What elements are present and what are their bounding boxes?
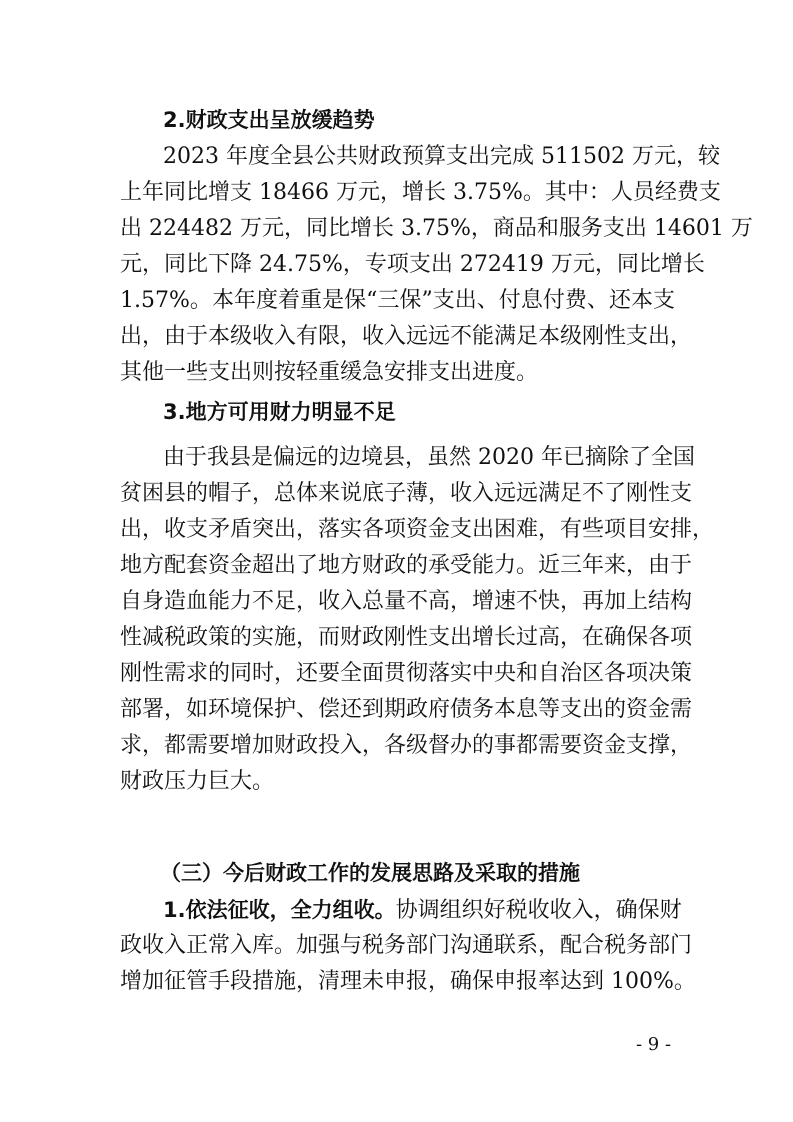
paragraph-line: 政收入正常入库。加强与税务部门沟通联系，配合税务部门 [120, 933, 693, 958]
part-heading-future-measures: （三）今后财政工作的发展思路及采取的措施 [160, 861, 580, 885]
paragraph-line: 由于我县是偏远的边境县，虽然 2020 年已摘除了全国 [163, 445, 695, 470]
paragraph-line: 自身造血能力不足，收入总量不高，增速不快，再加上结构 [120, 589, 693, 614]
section-heading-available-funds: 3.地方可用财力明显不足 [163, 400, 396, 424]
item-lead-bold: 1.依法征收，全力组收。 [163, 898, 396, 922]
section-heading-spending-trend: 2.财政支出呈放缓趋势 [163, 108, 375, 132]
paragraph-line: 性减税政策的实施，而财政刚性支出增长过高，在确保各项 [120, 625, 693, 650]
item-lead-rest: 协调组织好税收收入，确保财 [395, 898, 682, 923]
paragraph-line: 求，都需要增加财政投入，各级督办的事都需要资金支撑， [120, 733, 693, 758]
page-number: - 9 - [636, 1034, 672, 1055]
paragraph-line: 地方配套资金超出了地方财政的承受能力。近三年来，由于 [120, 553, 693, 578]
paragraph-line: 刚性需求的同时，还要全面贯彻落实中央和自治区各项决策 [120, 661, 693, 686]
paragraph-line: 财政压力巨大。 [120, 769, 275, 794]
paragraph-line: 2023 年度全县公共财政预算支出完成 511502 万元，较 [163, 144, 720, 169]
paragraph-line: 出 224482 万元，同比增长 3.75%，商品和服务支出 14601 万 [120, 216, 753, 241]
paragraph-line: 增加征管手段措施，清理未申报，确保申报率达到 100%。 [120, 969, 696, 994]
paragraph-line: 上年同比增支 18466 万元，增长 3.75%。其中：人员经费支 [120, 180, 721, 205]
paragraph-line: 出，收支矛盾突出，落实各项资金支出困难，有些项目安排， [120, 517, 715, 542]
paragraph-line: 出，由于本级收入有限，收入远远不能满足本级刚性支出， [120, 324, 693, 349]
paragraph-line: 元，同比下降 24.75%，专项支出 272419 万元，同比增长 [120, 252, 705, 277]
paragraph-line: 贫困县的帽子，总体来说底子薄，收入远远满足不了刚性支 [120, 481, 693, 506]
paragraph-line: 1.57%。本年度着重是保“三保”支出、付息付费、还本支 [120, 288, 675, 313]
paragraph-line: 部署，如环境保护、偿还到期政府债务本息等支出的资金需 [120, 697, 693, 722]
paragraph-line [163, 892, 682, 928]
paragraph-line: 其他一些支出则按轻重缓急安排支出进度。 [120, 360, 539, 385]
